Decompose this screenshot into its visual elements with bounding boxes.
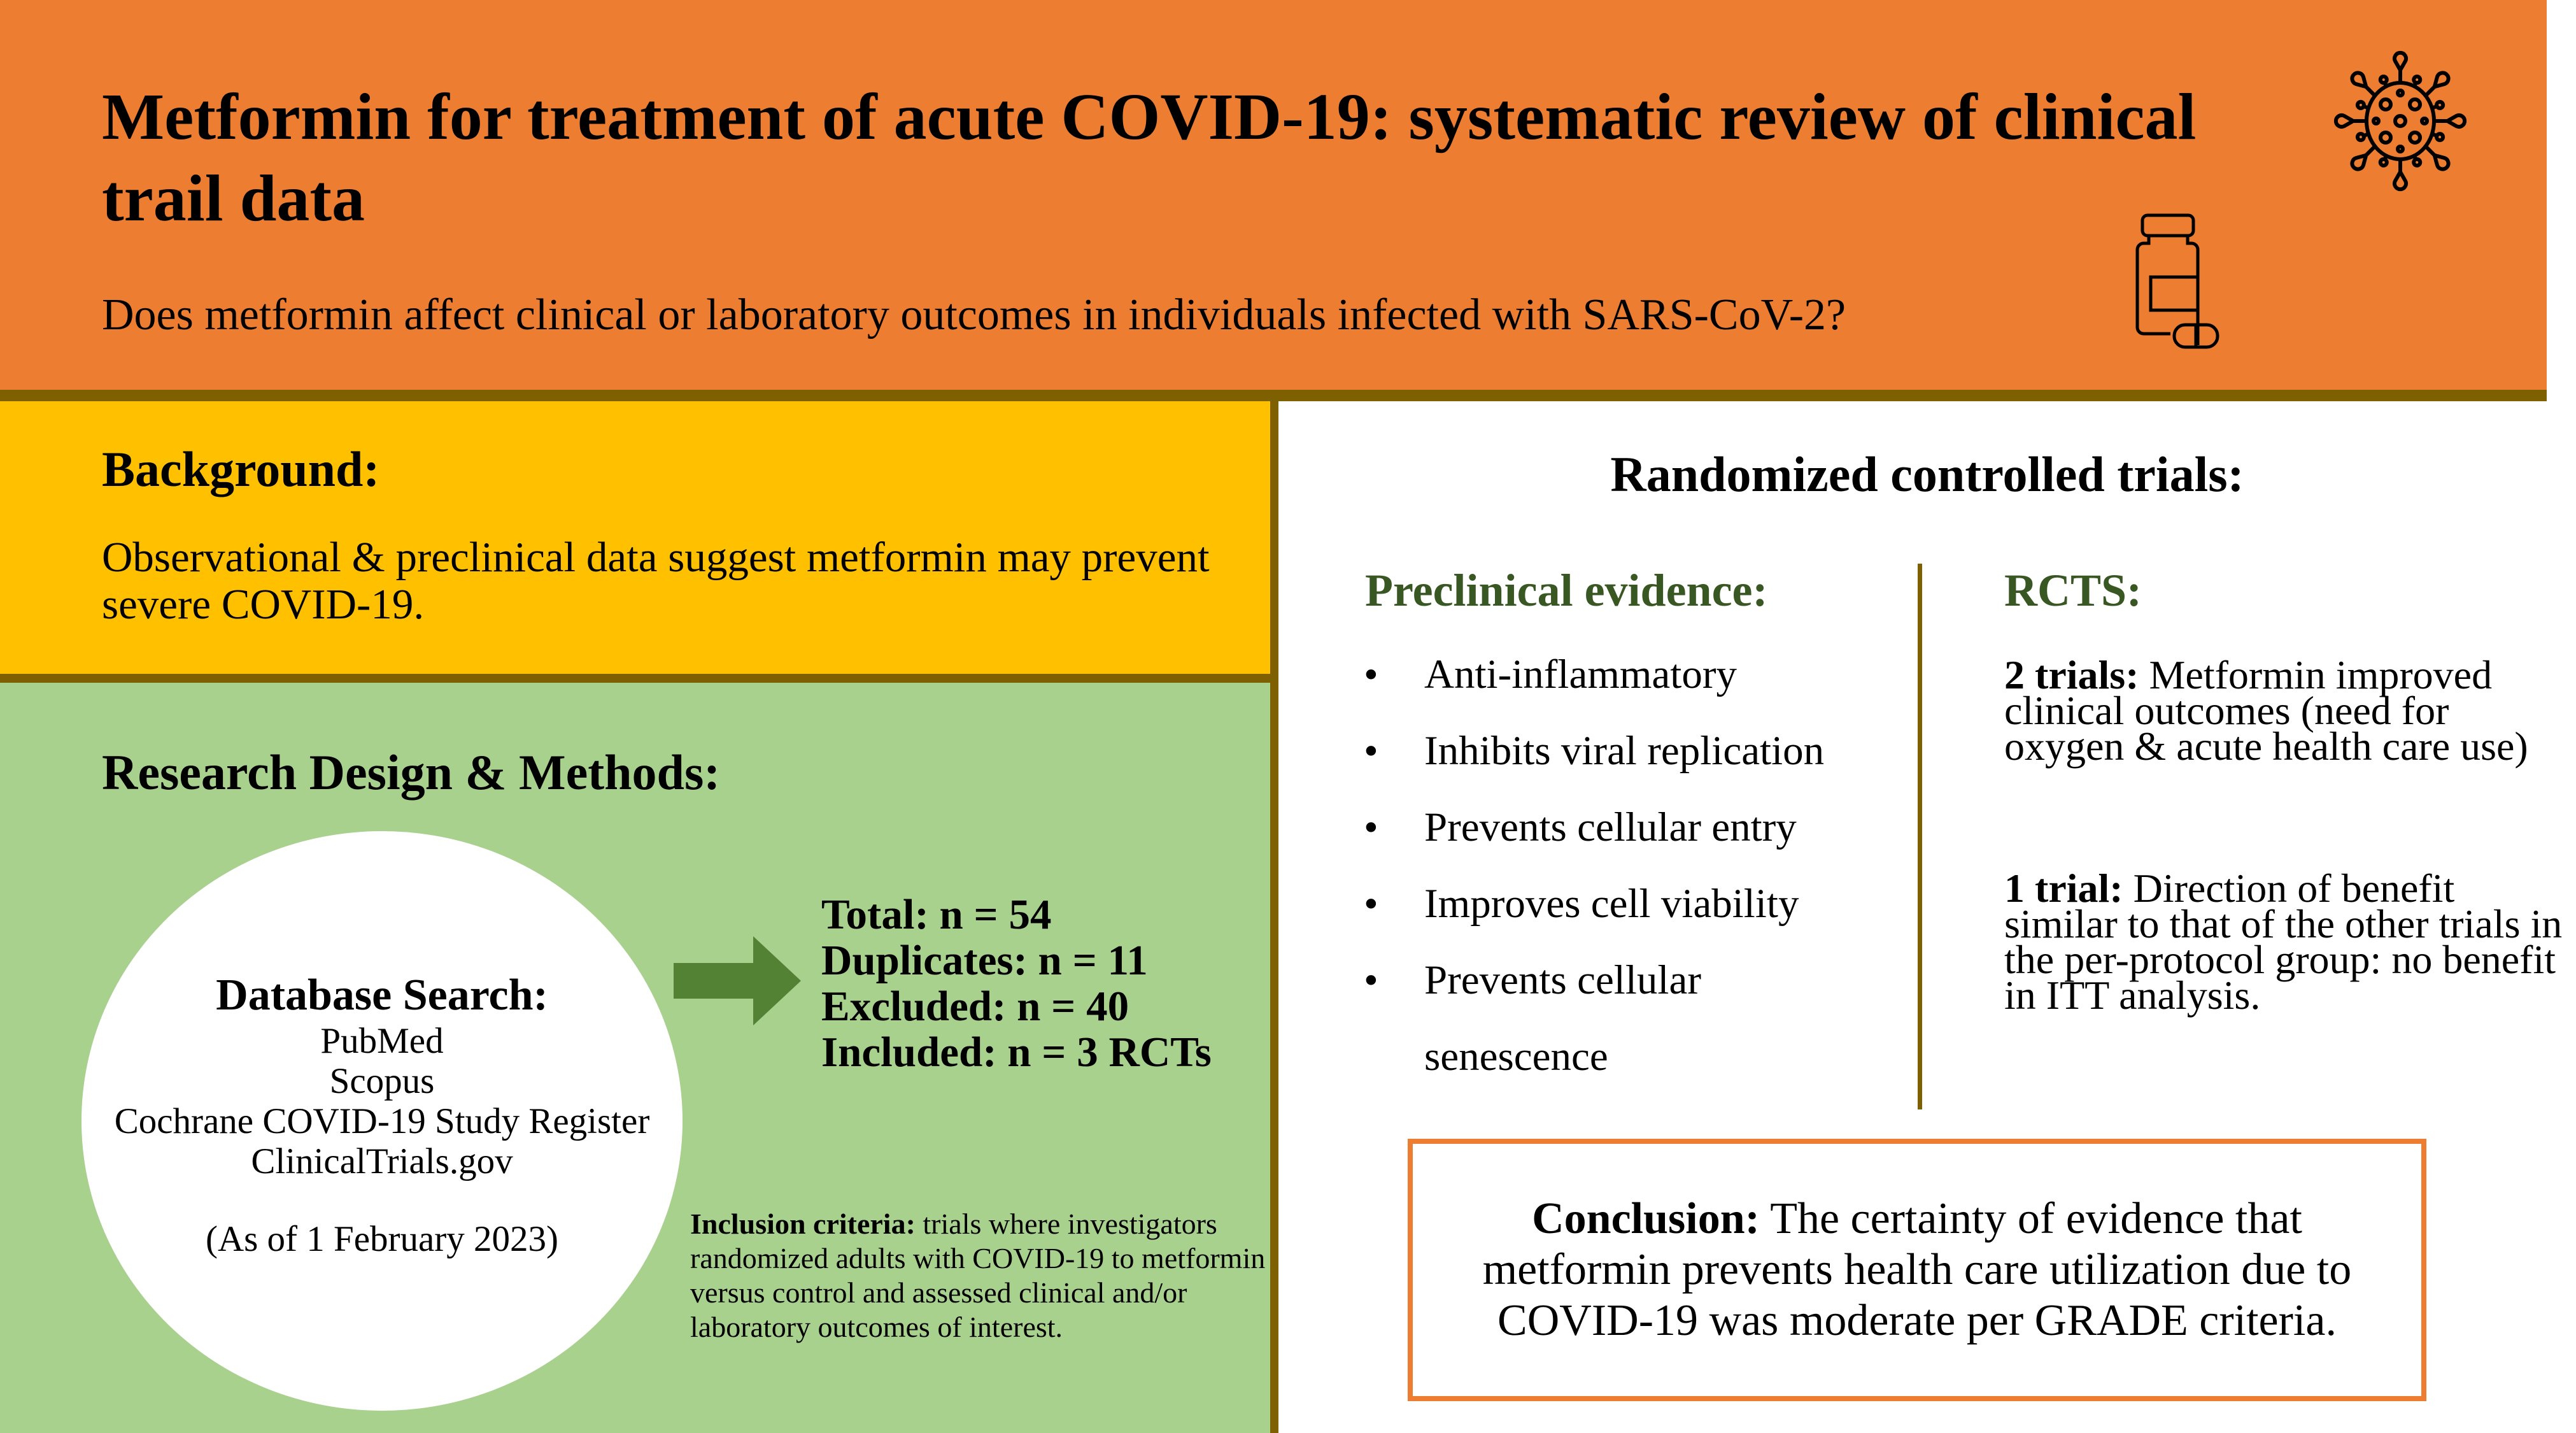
rcts-heading: RCTS: bbox=[2004, 565, 2142, 616]
right-arrow-icon bbox=[674, 936, 801, 1025]
inclusion-label: Inclusion criteria: bbox=[690, 1208, 916, 1240]
bullet: • bbox=[1364, 728, 1378, 774]
preclinical-heading: Preclinical evidence: bbox=[1365, 565, 1768, 616]
database-item: Cochrane COVID-19 Study Register bbox=[114, 1101, 650, 1141]
stat-total: Total: n = 54 bbox=[821, 891, 1052, 938]
header-divider bbox=[0, 390, 2547, 401]
conclusion-text bbox=[1440, 1194, 2395, 1346]
search-results bbox=[821, 892, 1212, 1075]
rct-finding-text: Metformin improved clinical outcomes (need for oxygen & acute health care use) bbox=[2004, 652, 2528, 769]
preclinical-list bbox=[1356, 651, 1824, 1109]
poster-title: Metformin for treatment of acute COVID-19: systematic review of clinical trail data bbox=[102, 80, 2197, 235]
list-item-label: Inhibits viral replication bbox=[1424, 728, 1825, 774]
stat-excluded: Excluded: n = 40 bbox=[821, 983, 1129, 1030]
list-item bbox=[1356, 727, 1824, 804]
database-search-heading: Database Search: bbox=[216, 970, 548, 1020]
bullet: • bbox=[1364, 881, 1378, 927]
list-item-label: Anti-inflammatory bbox=[1424, 652, 1737, 697]
stat-included: Included: n = 3 RCTs bbox=[821, 1029, 1212, 1076]
list-item bbox=[1356, 804, 1824, 880]
background-text: Observational & preclinical data suggest metformin may prevent severe COVID-19. bbox=[102, 534, 1210, 628]
database-item: PubMed bbox=[320, 1020, 444, 1061]
section-divider bbox=[0, 674, 1278, 683]
rct-finding-label: 2 trials: bbox=[2004, 652, 2139, 697]
rct-finding-label: 1 trial: bbox=[2004, 866, 2123, 911]
rct-finding-1 bbox=[2004, 652, 2576, 769]
rct-section-heading: Randomized controlled trials: bbox=[1610, 446, 2244, 502]
list-item-continuation bbox=[1356, 1033, 1824, 1109]
list-item-label: Prevents cellular bbox=[1424, 957, 1701, 1003]
list-item bbox=[1356, 651, 1824, 727]
inclusion-criteria bbox=[690, 1207, 1276, 1344]
virus-icon bbox=[2318, 38, 2483, 204]
list-item-label: senescence bbox=[1424, 1034, 1608, 1080]
conclusion-box bbox=[1408, 1139, 2426, 1401]
methods-heading: Research Design & Methods: bbox=[102, 745, 721, 800]
conclusion-label: Conclusion: bbox=[1532, 1194, 1760, 1243]
bullet: • bbox=[1364, 957, 1378, 1003]
rct-divider bbox=[1918, 564, 1922, 1109]
stat-duplicates: Duplicates: n = 11 bbox=[821, 937, 1148, 984]
bullet: • bbox=[1364, 652, 1378, 697]
list-item bbox=[1356, 957, 1824, 1033]
list-item-label: Prevents cellular entry bbox=[1424, 804, 1797, 850]
database-search-circle bbox=[81, 831, 683, 1411]
list-item-label: Improves cell viability bbox=[1424, 881, 1799, 927]
database-item: Scopus bbox=[329, 1060, 435, 1101]
background-heading: Background: bbox=[102, 441, 380, 497]
inclusion-text: trials where investigators randomized adults with COVID-19 to metformin versus control and assessed clinical and/or laboratory outcomes of interest. bbox=[690, 1208, 1266, 1343]
database-item: ClinicalTrials.gov bbox=[251, 1141, 513, 1181]
conclusion-body: The certainty of evidence that metformin prevents health care utilization due to COVID-19 was moderate per GRADE criteria. bbox=[1482, 1194, 2352, 1345]
rct-finding-2 bbox=[2004, 866, 2576, 1018]
bullet: • bbox=[1364, 804, 1378, 850]
rct-finding-text: Direction of benefit similar to that of the other trials in the per-protocol group: no benefit in ITT analysis. bbox=[2004, 866, 2563, 1018]
search-date: (As of 1 February 2023) bbox=[205, 1218, 559, 1259]
pill-bottle-icon bbox=[2133, 210, 2222, 376]
list-item bbox=[1356, 880, 1824, 957]
research-question: Does metformin affect clinical or laboratory outcomes in individuals infected with SARS-CoV-2? bbox=[102, 290, 1846, 339]
